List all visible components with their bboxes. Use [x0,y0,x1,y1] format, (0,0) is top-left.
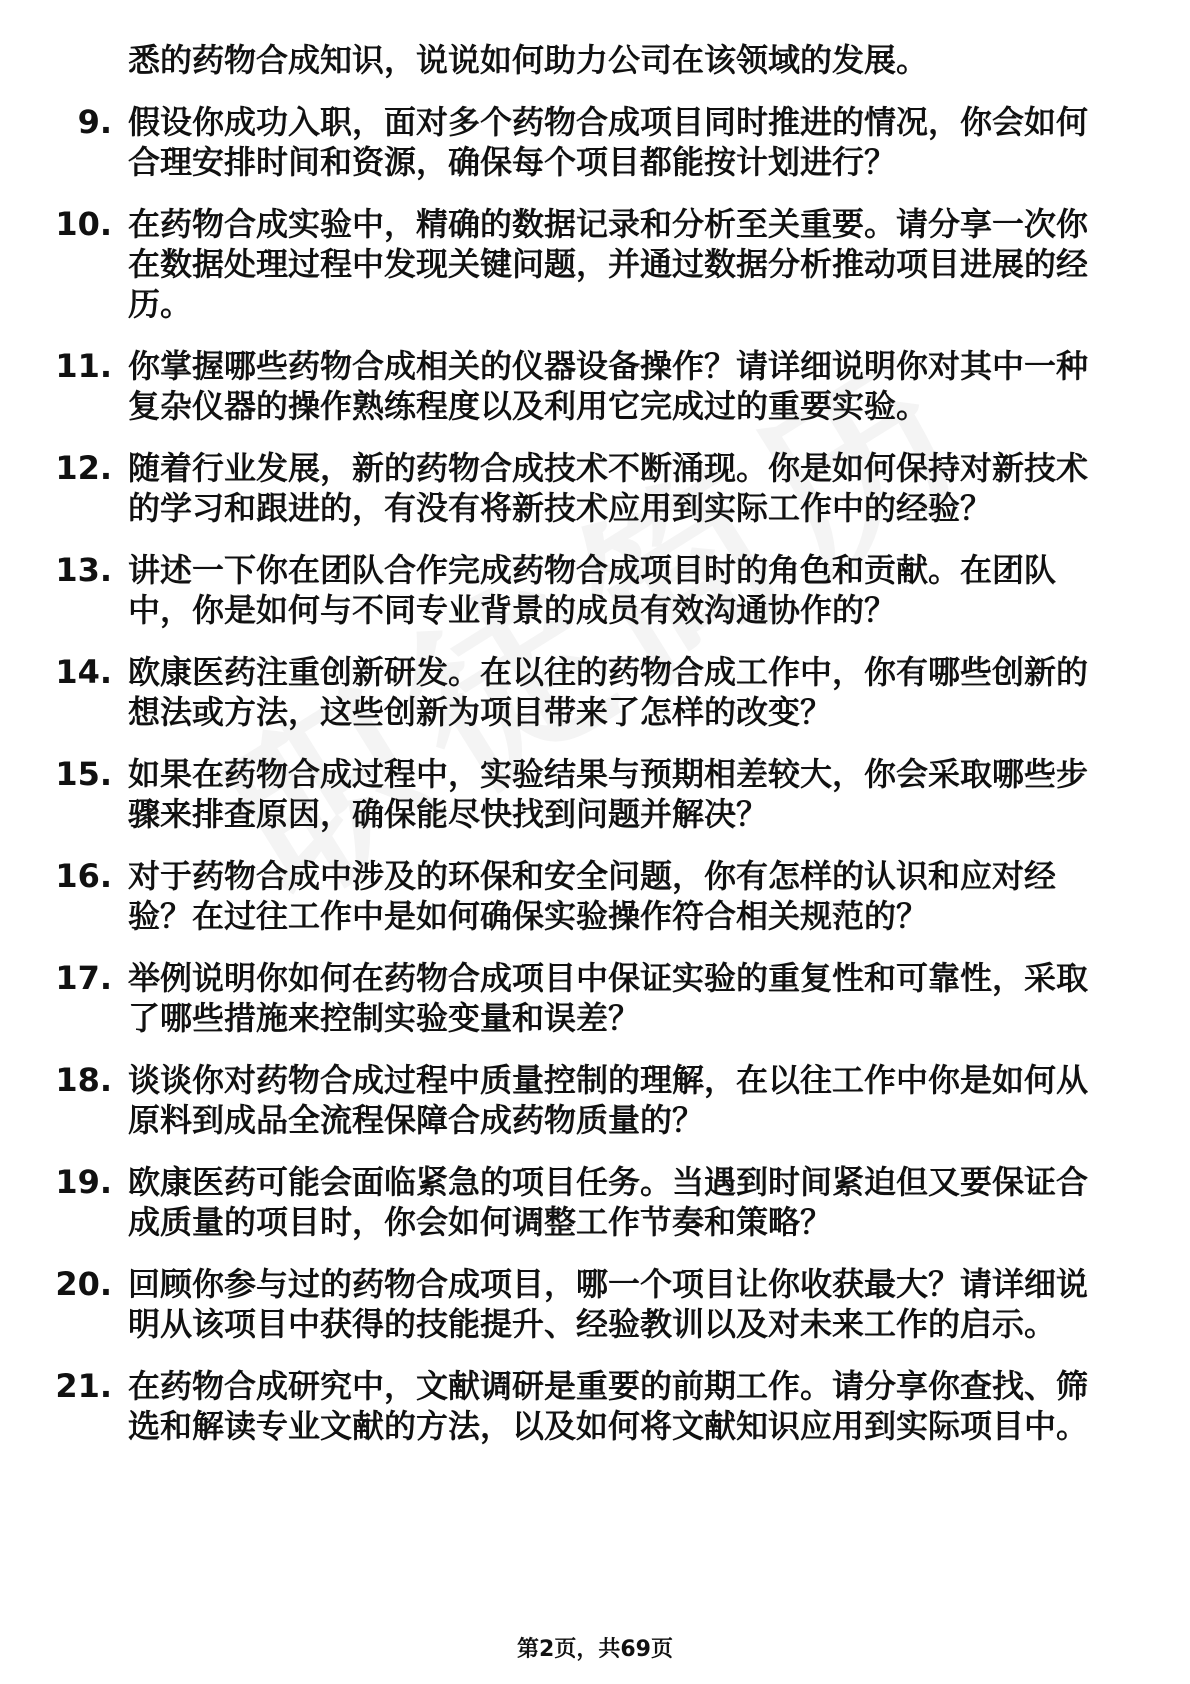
continuation-text: 悉的药物合成知识，说说如何助力公司在该领域的发展。 [128,41,929,79]
question-number: 10. [55,205,112,243]
question-number: 11. [55,347,112,385]
list-item [0,652,1190,732]
question-number: 16. [55,857,112,895]
list-item [0,448,1190,528]
question-number: 14. [55,653,112,691]
page-number-footer: 第2页，共69页 [517,1637,673,1662]
question-number: 9. [77,103,112,141]
question-text: 在药物合成研究中，文献调研是重要的前期工作。请分享你查找、筛选和解读专业文献的方法，以及如何将文献知识应用到实际项目中。 [128,1367,1089,1445]
question-number: 15. [55,755,112,793]
list-item [0,754,1190,834]
list-item [0,346,1190,426]
question-text: 你掌握哪些药物合成相关的仪器设备操作？请详细说明你对其中一种复杂仪器的操作熟练程度以及利用它完成过的重要实验。 [128,347,1089,425]
question-text: 如果在药物合成过程中，实验结果与预期相差较大，你会采取哪些步骤来排查原因，确保能尽快找到问题并解决？ [128,755,1089,833]
list-item [0,1162,1190,1242]
list-item [0,550,1190,630]
question-number: 19. [55,1163,112,1201]
list-item [0,102,1190,182]
question-text: 假设你成功入职，面对多个药物合成项目同时推进的情况，你会如何合理安排时间和资源，确保每个项目都能按计划进行？ [128,103,1089,181]
question-text: 欧康医药注重创新研发。在以往的药物合成工作中，你有哪些创新的想法或方法，这些创新为项目带来了怎样的改变？ [128,653,1089,731]
question-number: 17. [55,959,112,997]
document-body [0,40,1190,1468]
list-item [0,1264,1190,1344]
question-number: 21. [55,1367,112,1405]
list-item [0,204,1190,324]
question-text: 欧康医药可能会面临紧急的项目任务。当遇到时间紧迫但又要保证合成质量的项目时，你会如何调整工作节奏和策略？ [128,1163,1089,1241]
question-text: 随着行业发展，新的药物合成技术不断涌现。你是如何保持对新技术的学习和跟进的，有没有将新技术应用到实际工作中的经验？ [128,449,1089,527]
list-item [0,1366,1190,1446]
list-item [0,1060,1190,1140]
question-number: 18. [55,1061,112,1099]
question-number: 20. [55,1265,112,1303]
question-text: 讲述一下你在团队合作完成药物合成项目时的角色和贡献。在团队中，你是如何与不同专业背景的成员有效沟通协作的？ [128,551,1057,629]
question-text: 对于药物合成中涉及的环保和安全问题，你有怎样的认识和应对经验？在过往工作中是如何确保实验操作符合相关规范的？ [128,857,1057,935]
question-text: 在药物合成实验中，精确的数据记录和分析至关重要。请分享一次你在数据处理过程中发现关键问题，并通过数据分析推动项目进展的经历。 [128,205,1089,323]
question-text: 举例说明你如何在药物合成项目中保证实验的重复性和可靠性，采取了哪些措施来控制实验变量和误差？ [128,959,1089,1037]
question-text: 回顾你参与过的药物合成项目，哪一个项目让你收获最大？请详细说明从该项目中获得的技能提升、经验教训以及对未来工作的启示。 [128,1265,1089,1343]
list-item [0,958,1190,1038]
question-number: 13. [55,551,112,589]
question-number: 12. [55,449,112,487]
question-text: 谈谈你对药物合成过程中质量控制的理解，在以往工作中你是如何从原料到成品全流程保障合成药物质量的？ [128,1061,1089,1139]
list-item [0,856,1190,936]
